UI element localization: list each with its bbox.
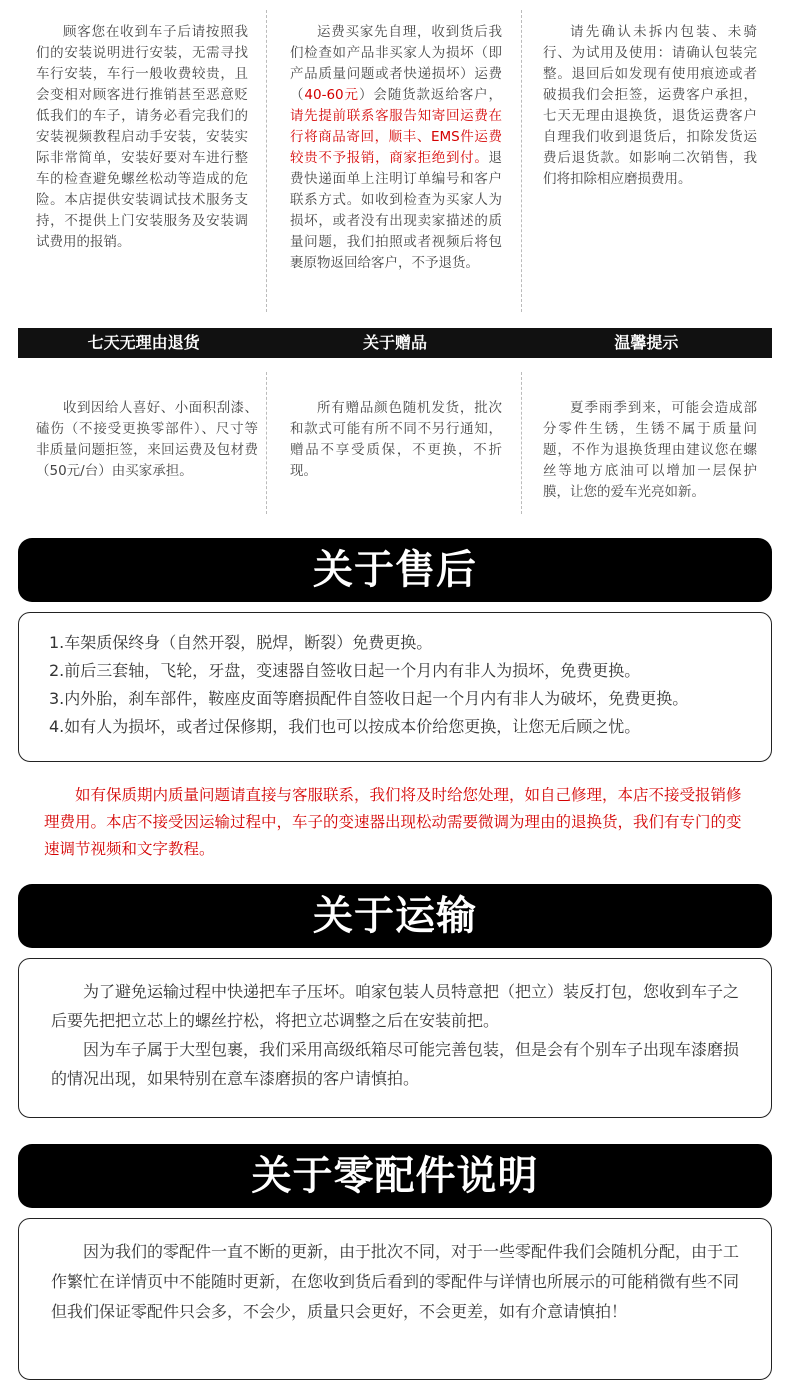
aftersale-item: 4.如有人为损坏，或者过保修期，我们也可以按成本价给您更换，让您无后顾之忧。 bbox=[49, 717, 641, 736]
top-column-1 bbox=[36, 22, 248, 253]
divider bbox=[266, 10, 267, 312]
shipping-paragraph: 为了避免运输过程中快递把车子压坏。咱家包装人员特意把（把立）装反打包，您收到车子之后要先把把立芯上的螺丝拧松，将把立芯调整之后在安装前把。 bbox=[51, 982, 740, 1030]
parts-box bbox=[18, 1218, 772, 1380]
parts-paragraph: 因为我们的零配件一直不断的更新，由于批次不同，对于一些零配件我们会随机分配，由于工作繁忙在详情页中不能随时更新，在您收到货后看到的零配件与详情也所展示的可能稍微有些不同但我们保证零配件只会多，不会少，质量只会更好，不会更差，如有介意请慎拍！ bbox=[51, 1242, 740, 1321]
parts-banner: 关于零配件说明 bbox=[18, 1144, 772, 1208]
shipping-paragraph: 因为车子属于大型包裹，我们采用高级纸箱尽可能完善包装，但是会有个别车子出现车漆磨损的情况出现，如果特别在意车漆磨损的客户请慎拍。 bbox=[51, 1040, 740, 1088]
policy-text: 退费快递面单上注明订单编号和客户联系方式。如收到检查为买家人为损坏，或者没有出现卖家描述的质量问题，我们拍照或者视频后将包裹原物返回给客户，不予退货。 bbox=[290, 150, 502, 271]
policy-text: ）会随货款返给客户， bbox=[358, 87, 503, 103]
policy-text: 顾客您在收到车子后请按照我们的安装说明进行安装，无需寻找车行安装，车行一般收费较贵，且会变相对顾客进行推销甚至恶意贬低我们的车子，请务必看完我们的安装视频教程启动手安装，安装实际非常简单，安装好要对车进行整车的检查避免螺丝松动等造成的危险。本店提供安装调试技术服务支持，不提供上门安装服务及安装调试费用的报销。 bbox=[36, 24, 248, 250]
divider bbox=[521, 10, 522, 312]
aftersale-item: 1.车架质保终身（自然开裂，脱焊，断裂）免费更换。 bbox=[49, 633, 433, 652]
aftersale-banner: 关于售后 bbox=[18, 538, 772, 602]
aftersale-item: 3.内外胎，刹车部件，鞍座皮面等磨损配件自签收日起一个月内有非人为破坏，免费更换。 bbox=[49, 689, 689, 708]
gift-policy-text: 所有赠品颜色随机发货，批次和款式可能有所不同不另行通知，赠品不享受质保，不更换，不折现。 bbox=[290, 400, 502, 479]
divider bbox=[521, 372, 522, 514]
return-policy-text: 收到因给人喜好、小面积刮漆、磕伤（不接受更换零部件）、尺寸等非质量问题拒签，来回运费及包材费（50元/台）由买家承担。 bbox=[36, 400, 258, 479]
policy-text: 请先确认未拆内包装、未骑行、为试用及使用：请确认包装完整。退回后如发现有使用痕迹或者破损我们会拒签，运费客户承担，七天无理由退换货，退货运费客户自理我们收到退货后，扣除发货运费后退货款。如影响二次销售，我们将扣除相应磨损费用。 bbox=[543, 24, 757, 187]
top-column-2 bbox=[290, 22, 502, 274]
shipping-box bbox=[18, 958, 772, 1118]
policy-text: 运费买家先自理，收到货后我们检查如产品非买家人为损坏（即产品质量问题或者快递损坏）运费（ bbox=[290, 24, 502, 103]
tab-tips: 温馨提示 bbox=[614, 333, 679, 352]
aftersale-item: 2.前后三套轴，飞轮，牙盘，变速器自签收日起一个月内有非人为损坏，免费更换。 bbox=[49, 661, 641, 680]
policy-tab-bar bbox=[18, 328, 772, 358]
tab-gifts: 关于赠品 bbox=[362, 333, 427, 352]
aftersale-box bbox=[18, 612, 772, 762]
highlight-text: 40-60元 bbox=[304, 87, 359, 103]
divider bbox=[266, 372, 267, 514]
top-column-3 bbox=[543, 22, 757, 190]
aftersale-note: 如有保质期内质量问题请直接与客服联系，我们将及时给您处理，如自己修理，本店不接受报销修理费用。本店不接受因运输过程中，车子的变速器出现松动需要微调为理由的退换货，我们有专门的变速调节视频和文字教程。 bbox=[44, 786, 742, 858]
highlight-text: 请先提前联系客服告知寄回运费在行将商品寄回，顺丰、EMS件运费较贵不予报销，商家拒绝到付。 bbox=[290, 108, 502, 166]
tab-seven-day-return: 七天无理由退货 bbox=[87, 333, 200, 352]
shipping-banner: 关于运输 bbox=[18, 884, 772, 948]
warm-tip-text: 夏季雨季到来，可能会造成部分零件生锈，生锈不属于质量问题，不作为退换货理由建议您在螺丝等地方底油可以增加一层保护膜，让您的爱车光亮如新。 bbox=[543, 400, 757, 500]
